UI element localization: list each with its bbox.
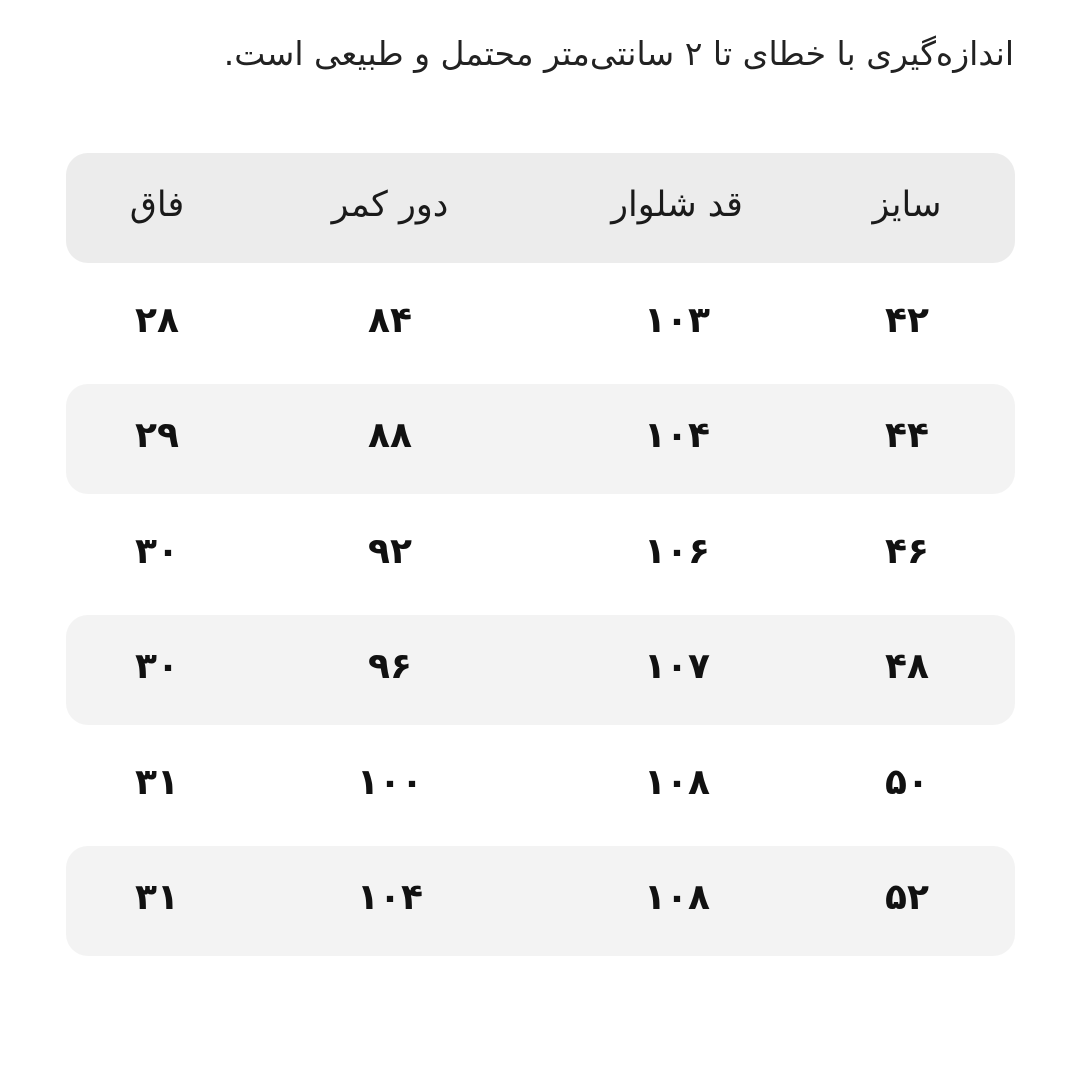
measurement-note: اندازه‌گیری با خطای تا ۲ سانتی‌متر محتمل و طبیعی است. [223,34,1014,73]
cell-size: ۴۶ [885,531,929,572]
table-row [66,846,1015,956]
table-row [66,731,1015,841]
cell-size: ۵۰ [885,762,929,803]
cell-pants-length: ۱۰۸ [644,762,710,803]
cell-waist: ۹۲ [368,531,412,572]
table-row [66,269,1015,379]
header-rise: فاق [129,185,185,225]
cell-waist: ۸۸ [368,415,412,456]
cell-pants-length: ۱۰۷ [644,646,710,687]
header-size: سایز [872,185,942,225]
cell-pants-length: ۱۰۶ [644,531,710,572]
cell-rise: ۳۱ [135,877,179,918]
cell-rise: ۳۰ [135,646,179,687]
header-pants-length: قد شلوار [611,185,743,225]
cell-waist: ۹۶ [368,646,412,687]
cell-pants-length: ۱۰۴ [644,415,710,456]
cell-size: ۵۲ [885,877,929,918]
cell-rise: ۲۹ [135,415,179,456]
cell-size: ۴۸ [885,646,929,687]
cell-size: ۴۲ [885,300,929,341]
table-row [66,615,1015,725]
table-header-row [66,153,1015,263]
cell-rise: ۲۸ [135,300,179,341]
cell-rise: ۳۱ [135,762,179,803]
cell-waist: ۸۴ [368,300,412,341]
cell-rise: ۳۰ [135,531,179,572]
cell-waist: ۱۰۰ [357,762,423,803]
cell-pants-length: ۱۰۸ [644,877,710,918]
cell-pants-length: ۱۰۳ [644,300,710,341]
cell-size: ۴۴ [885,415,929,456]
table-row [66,500,1015,610]
table-row [66,384,1015,494]
cell-waist: ۱۰۴ [357,877,423,918]
header-waist: دور کمر [331,185,449,225]
